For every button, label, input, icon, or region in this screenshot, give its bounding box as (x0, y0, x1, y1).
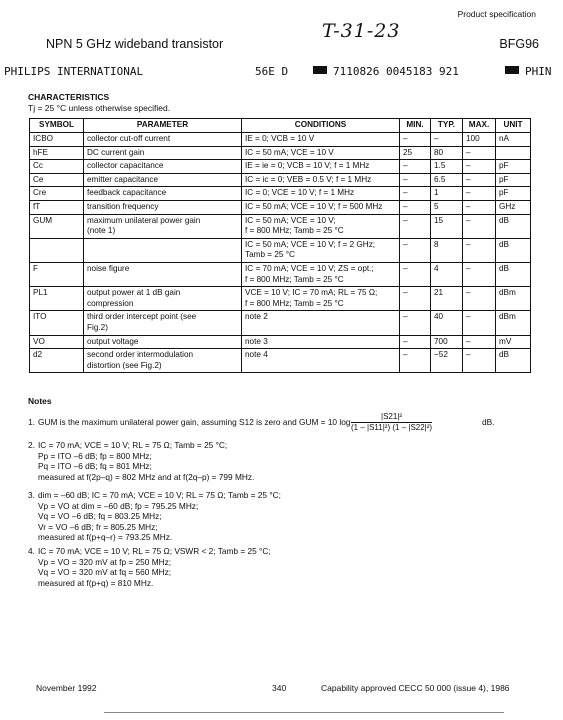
table-row (30, 160, 531, 174)
table-cell: – (463, 146, 496, 160)
table-cell: – (400, 160, 431, 174)
note-line: measured at f(p+q–r) = 793.25 MHz. (38, 532, 173, 543)
table-cell: d2 (30, 349, 84, 373)
table-row (30, 349, 531, 373)
table-cell: – (463, 287, 496, 311)
note-line: Pp = ITO –6 dB; fp = 800 MHz; (38, 450, 152, 461)
table-cell: hFE (30, 146, 84, 160)
table-cell: – (463, 160, 496, 174)
table-cell: GUM (30, 214, 84, 238)
table-cell: Cre (30, 187, 84, 201)
note-1-text: GUM is the maximum unilateral power gain, assuming S12 is zero and GUM = 10 log (38, 417, 351, 427)
table-cell: – (463, 200, 496, 214)
table-cell: VO (30, 335, 84, 349)
table-cell: pF (496, 160, 531, 174)
table-cell: third order intercept point (see Fig.2) (84, 311, 242, 335)
bottom-rule (104, 712, 504, 713)
table-cell: PL1 (30, 287, 84, 311)
table-cell: – (400, 238, 431, 262)
note-1 (28, 417, 351, 428)
table-cell: – (400, 262, 431, 286)
table-body (30, 133, 531, 373)
table-row (30, 133, 531, 147)
archive-stamp (0, 65, 563, 79)
table-cell: note 3 (242, 335, 400, 349)
table-cell: noise figure (84, 262, 242, 286)
table-cell: IC = ic = 0; VEB = 0.5 V; f = 1 MHz (242, 173, 400, 187)
table-cell: – (400, 133, 431, 147)
table-cell: pF (496, 173, 531, 187)
stamp-block-icon (505, 66, 519, 74)
table-cell: emitter capacitance (84, 173, 242, 187)
table-cell: – (431, 133, 463, 147)
table-cell: – (400, 200, 431, 214)
table-cell (84, 238, 242, 262)
table-row (30, 262, 531, 286)
note-2-number: 2. (28, 440, 35, 450)
note-line: Pq = ITO –6 dB; fq = 801 MHz; (38, 461, 152, 472)
table-row (30, 311, 531, 335)
table-cell: note 4 (242, 349, 400, 373)
table-cell: – (463, 262, 496, 286)
table-cell: 700 (431, 335, 463, 349)
table-cell: 100 (463, 133, 496, 147)
table-cell: IC = 0; VCE = 10 V; f = 1 MHz (242, 187, 400, 201)
table-row (30, 146, 531, 160)
table-cell: IC = 50 mA; VCE = 10 V; f = 800 MHz; Tamb = 25 °C (242, 214, 400, 238)
note-line: measured at f(2p–q) = 802 MHz and at f(2q–p) = 799 MHz. (38, 471, 255, 482)
stamp-code-2: 7110826 0045183 921 (333, 65, 459, 78)
note-1-number: 1. (28, 417, 35, 427)
column-header: PARAMETER (84, 119, 242, 133)
table-cell: – (463, 349, 496, 373)
characteristics-condition: Tj = 25 °C unless otherwise specified. (28, 103, 171, 113)
characteristics-title: CHARACTERISTICS (28, 92, 110, 102)
table-cell: collector capacitance (84, 160, 242, 174)
table-row (30, 187, 531, 201)
table-cell: output voltage (84, 335, 242, 349)
table-cell: dBm (496, 311, 531, 335)
column-header: TYP. (431, 119, 463, 133)
table-cell: dB (496, 262, 531, 286)
table-cell: F (30, 262, 84, 286)
table-cell: VCE = 10 V; IC = 70 mA; RL = 75 Ω; f = 800 MHz; Tamb = 25 °C (242, 287, 400, 311)
column-header: SYMBOL (30, 119, 84, 133)
table-cell: GHz (496, 200, 531, 214)
note-line: Vq = VO = 320 mV at fq = 560 MHz; (38, 567, 172, 578)
note-2 (28, 440, 255, 482)
table-cell: 5 (431, 200, 463, 214)
gum-fraction (351, 412, 432, 432)
footer-page-number: 340 (272, 683, 287, 693)
table-cell: −52 (431, 349, 463, 373)
table-cell: dB (496, 349, 531, 373)
column-header: CONDITIONS (242, 119, 400, 133)
footer-date: November 1992 (36, 683, 97, 693)
table-cell: 1.5 (431, 160, 463, 174)
table-cell: – (400, 349, 431, 373)
table-cell: – (463, 238, 496, 262)
note-line: Vp = VO = 320 mV at fp = 250 MHz; (38, 556, 172, 567)
table-cell: Ce (30, 173, 84, 187)
column-header: MIN. (400, 119, 431, 133)
table-cell: IE = 0; VCB = 10 V (242, 133, 400, 147)
note-line: dim = –60 dB; IC = 70 mA; VCE = 10 V; RL = 75 Ω; Tamb = 25 °C; (38, 490, 281, 500)
stamp-code-3: PHIN (525, 65, 552, 78)
table-cell: – (463, 187, 496, 201)
table-cell: feedback capacitance (84, 187, 242, 201)
table-cell: ITO (30, 311, 84, 335)
part-number: BFG96 (499, 37, 539, 51)
table-cell: – (400, 173, 431, 187)
footer-approval: Capability approved CECC 50 000 (issue 4), 1986 (321, 683, 510, 693)
table-header-row (30, 119, 531, 133)
table-cell: mV (496, 335, 531, 349)
note-4-number: 4. (28, 546, 35, 556)
table-cell: – (463, 311, 496, 335)
table-cell: IE = ie = 0; VCB = 10 V; f = 1 MHz (242, 160, 400, 174)
product-specification-label: Product specification (457, 9, 536, 19)
column-header: MAX. (463, 119, 496, 133)
table-cell: 8 (431, 238, 463, 262)
table-cell: 21 (431, 287, 463, 311)
table-cell: ICBO (30, 133, 84, 147)
table-cell: – (400, 214, 431, 238)
table-row (30, 173, 531, 187)
fraction-denominator: (1 – |S11|²) (1 – |S22|²) (351, 423, 433, 432)
table-cell: – (400, 335, 431, 349)
note-3-number: 3. (28, 490, 35, 500)
table-cell: – (400, 287, 431, 311)
table-cell (30, 238, 84, 262)
table-cell: note 2 (242, 311, 400, 335)
document-title: NPN 5 GHz wideband transistor (46, 37, 224, 51)
note-line: Vp = VO at dim = –60 dB; fp = 795.25 MHz; (38, 500, 199, 511)
table-cell: pF (496, 187, 531, 201)
table-cell: maximum unilateral power gain (note 1) (84, 214, 242, 238)
table-cell: 80 (431, 146, 463, 160)
table-cell: – (463, 173, 496, 187)
note-line: measured at f(p+q) = 810 MHz. (38, 577, 154, 588)
table-cell: fT (30, 200, 84, 214)
table-cell: – (463, 214, 496, 238)
table-cell: – (400, 187, 431, 201)
table-cell: 15 (431, 214, 463, 238)
note-line: IC = 70 mA; VCE = 10 V; RL = 75 Ω; VSWR < 2; Tamb = 25 °C; (38, 546, 271, 556)
notes-title: Notes (28, 396, 52, 406)
note-line: Vr = VO –6 dB; fr = 805.25 MHz; (38, 521, 158, 532)
table-row (30, 214, 531, 238)
table-row (30, 238, 531, 262)
table-cell: dBm (496, 287, 531, 311)
table-row (30, 200, 531, 214)
table-cell: Cc (30, 160, 84, 174)
table-cell: IC = 50 mA; VCE = 10 V; f = 2 GHz; Tamb = 25 °C (242, 238, 400, 262)
table-cell: 1 (431, 187, 463, 201)
table-cell: dB (496, 238, 531, 262)
table-row (30, 335, 531, 349)
note-line: IC = 70 mA; VCE = 10 V; RL = 75 Ω; Tamb = 25 °C; (38, 440, 228, 450)
table-cell: 40 (431, 311, 463, 335)
table-row (30, 287, 531, 311)
table-cell: IC = 50 mA; VCE = 10 V; f = 500 MHz (242, 200, 400, 214)
handwritten-code: T-31-23 (322, 20, 401, 42)
table-cell: collector cut-off current (84, 133, 242, 147)
stamp-company: PHILIPS INTERNATIONAL (4, 65, 144, 78)
table-cell: output power at 1 dB gain compression (84, 287, 242, 311)
table-cell: DC current gain (84, 146, 242, 160)
table-cell: transition frequency (84, 200, 242, 214)
note-4 (28, 546, 271, 588)
stamp-block-icon (313, 66, 327, 74)
table-cell: 25 (400, 146, 431, 160)
column-header: UNIT (496, 119, 531, 133)
table-cell: second order intermodulation distortion (see Fig.2) (84, 349, 242, 373)
table-cell: 4 (431, 262, 463, 286)
table-cell: – (463, 335, 496, 349)
table-cell (496, 146, 531, 160)
characteristics-table (29, 118, 531, 373)
table-cell: nA (496, 133, 531, 147)
note-line: Vq = VO –6 dB; fq = 803.25 MHz; (38, 511, 162, 522)
table-cell: 6.5 (431, 173, 463, 187)
table-cell: IC = 70 mA; VCE = 10 V; ZS = opt.; f = 800 MHz; Tamb = 25 °C (242, 262, 400, 286)
fraction-numerator: |S21|² (351, 412, 432, 423)
note-3 (28, 490, 281, 543)
table-cell: dB (496, 214, 531, 238)
table-cell: – (400, 311, 431, 335)
table-cell: IC = 50 mA; VCE = 10 V (242, 146, 400, 160)
note-1-unit: dB. (482, 417, 495, 427)
stamp-code-1: 56E D (255, 65, 289, 78)
